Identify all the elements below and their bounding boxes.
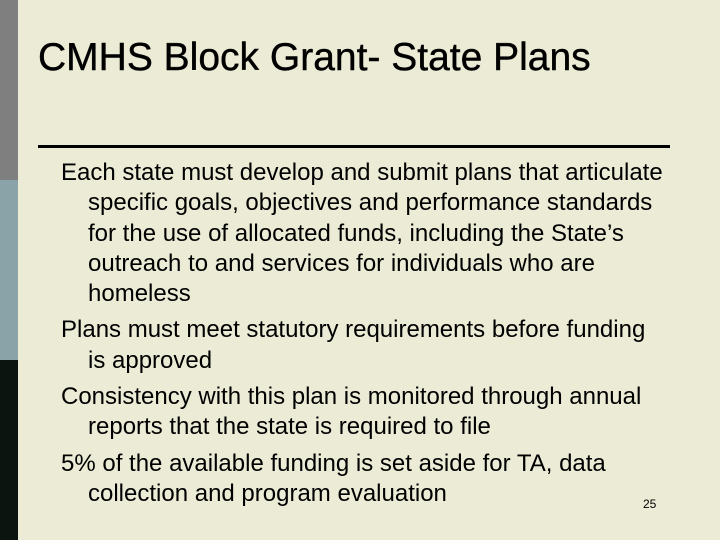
bullet-item: Consistency with this plan is monitored through annual reports that the state is required to file	[61, 383, 642, 441]
sidebar-accent-bottom	[0, 360, 18, 540]
slide-number: 25	[643, 497, 657, 511]
bullet-list	[61, 158, 666, 515]
bullet-item: Plans must meet statutory requirements before funding is approved	[61, 316, 646, 374]
slide-title: CMHS Block Grant- State Plans	[38, 36, 591, 79]
bullet-item: 5% of the available funding is set aside for TA, data collection and program evaluation	[61, 449, 606, 507]
title-divider	[38, 145, 670, 148]
sidebar-accent-top	[0, 0, 18, 180]
bullet-item: Each state must develop and submit plans that articulate specific goals, objectives and performance standards for the use of allocated funds, including the State’s outreach to and services for individuals who are homeless	[61, 159, 663, 308]
sidebar-accent-middle	[0, 180, 18, 360]
